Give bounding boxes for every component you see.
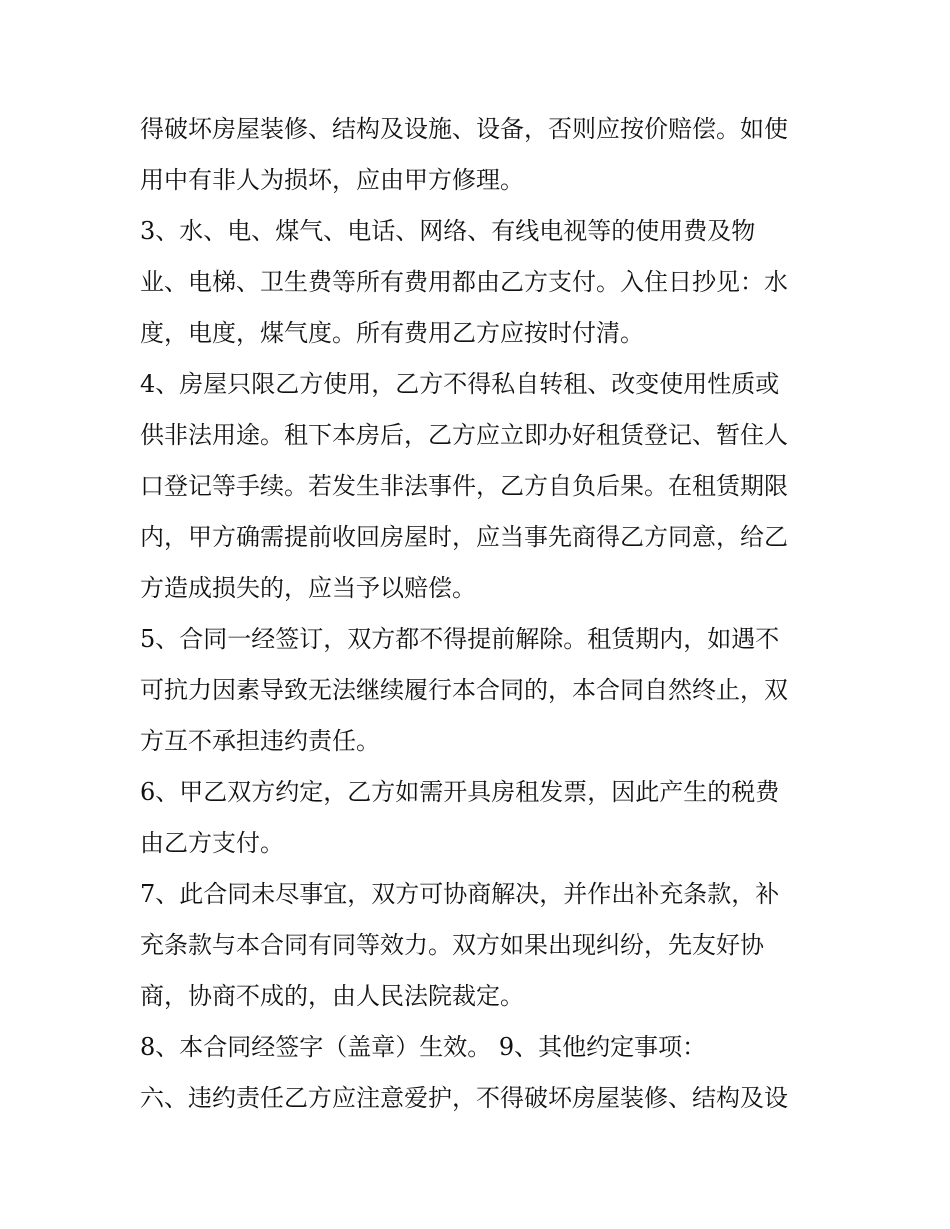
text-line: 得破坏房屋装修、结构及设施、设备，否则应按价赔偿。如使 xyxy=(140,115,788,143)
clause-7-line: 7、此合同未尽事宜，双方可协商解决，并作出补充条款，补 xyxy=(140,880,780,908)
clause-3-line: 3、水、电、煤气、电话、网络、有线电视等的使用费及物 xyxy=(140,217,756,245)
text-line: 口登记等手续。若发生非法事件，乙方自负后果。在租赁期限 xyxy=(140,472,788,500)
clause-4-line: 4、房屋只限乙方使用，乙方不得私自转租、改变使用性质或 xyxy=(140,370,780,398)
text-line: 用中有非人为损坏，应由甲方修理。 xyxy=(140,166,524,194)
text-line: 由乙方支付。 xyxy=(140,829,284,857)
text-line: 度，电度，煤气度。所有费用乙方应按时付清。 xyxy=(140,319,644,347)
text-line: 内，甲方确需提前收回房屋时，应当事先商得乙方同意，给乙 xyxy=(140,523,788,551)
text-line: 业、电梯、卫生费等所有费用都由乙方支付。入住日抄见：水 xyxy=(140,268,788,296)
clause-5-line: 5、合同一经签订，双方都不得提前解除。租赁期内，如遇不 xyxy=(140,625,780,653)
text-line: 供非法用途。租下本房后，乙方应立即办好租赁登记、暂住人 xyxy=(140,421,788,449)
contract-text xyxy=(140,104,820,1124)
text-line: 方造成损失的，应当予以赔偿。 xyxy=(140,574,476,602)
text-line: 充条款与本合同有同等效力。双方如果出现纠纷，先友好协 xyxy=(140,931,764,959)
section-6-heading-line: 六、违约责任乙方应注意爱护，不得破坏房屋装修、结构及设 xyxy=(140,1084,788,1112)
text-line: 方互不承担违约责任。 xyxy=(140,727,380,755)
text-line: 可抗力因素导致无法继续履行本合同的，本合同自然终止，双 xyxy=(140,676,788,704)
text-line: 商，协商不成的，由人民法院裁定。 xyxy=(140,982,524,1010)
clause-8-9-line: 8、本合同经签字（盖章）生效。 9、其他约定事项： xyxy=(140,1033,707,1061)
clause-6-line: 6、甲乙双方约定，乙方如需开具房租发票，因此产生的税费 xyxy=(140,778,780,806)
